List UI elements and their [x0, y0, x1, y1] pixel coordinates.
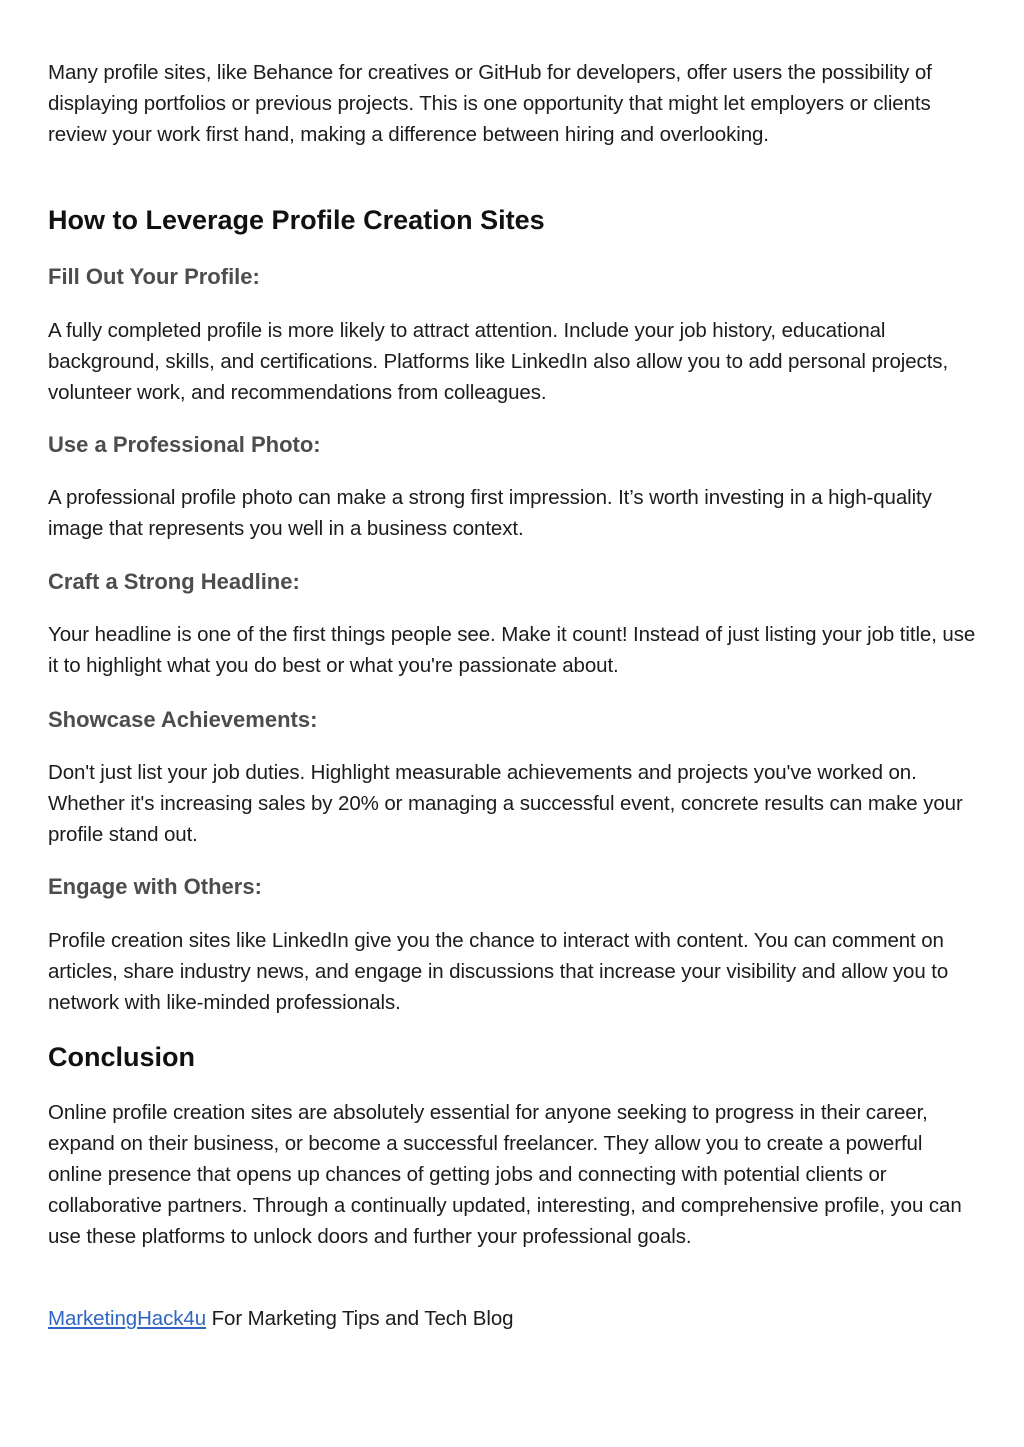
tip-heading-showcase-achievements: Showcase Achievements: [48, 707, 318, 732]
tip-body-professional-photo: A professional profile photo can make a strong first impression. It’s worth investing in a high-quality image that represents you well in a business context. [48, 486, 932, 540]
tip-body-strong-headline: Your headline is one of the first things people see. Make it count! Instead of just listing your job title, use it to highlight what you do best or what you're passionate about. [48, 623, 976, 677]
tip-heading-professional-photo: Use a Professional Photo: [48, 432, 321, 457]
conclusion-paragraph: Online profile creation sites are absolutely essential for anyone seeking to progress in their career, expand on their business, or become a successful freelancer. They allow you to create a powerful online presence that opens up chances of getting jobs and connecting with potential clients or collaborative partners. Through a continually updated, interesting, and comprehensive profile, you can use these platforms to unlock doors and further your professional goals. [48, 1101, 962, 1248]
footer-suffix: For Marketing Tips and Tech Blog [206, 1307, 514, 1330]
footer-line [48, 1303, 976, 1334]
tip-heading-engage-with-others: Engage with Others: [48, 874, 262, 899]
tip-body-engage-with-others: Profile creation sites like LinkedIn give you the chance to interact with content. You can comment on articles, share industry news, and engage in discussions that increase your visibility and allow you to network with like-minded professionals. [48, 929, 949, 1014]
tip-body-showcase-achievements: Don't just list your job duties. Highlight measurable achievements and projects you've worked on. Whether it's increasing sales by 20% or managing a successful event, concrete results can make your profile stand out. [48, 761, 963, 846]
section-heading: How to Leverage Profile Creation Sites [48, 205, 545, 235]
tip-body-fill-out-profile: A fully completed profile is more likely to attract attention. Include your job history, educational background, skills, and certifications. Platforms like LinkedIn also allow you to add personal projects, volunteer work, and recommendations from colleagues. [48, 319, 949, 404]
tip-heading-fill-out-profile: Fill Out Your Profile: [48, 264, 260, 289]
marketinghack4u-link[interactable]: MarketingHack4u [48, 1307, 207, 1330]
conclusion-heading: Conclusion [48, 1042, 195, 1072]
tip-heading-strong-headline: Craft a Strong Headline: [48, 569, 300, 594]
intro-paragraph: Many profile sites, like Behance for creatives or GitHub for developers, offer users the possibility of displaying portfolios or previous projects. This is one opportunity that might let employers or clients review your work first hand, making a difference between hiring and overlooking. [48, 61, 932, 146]
